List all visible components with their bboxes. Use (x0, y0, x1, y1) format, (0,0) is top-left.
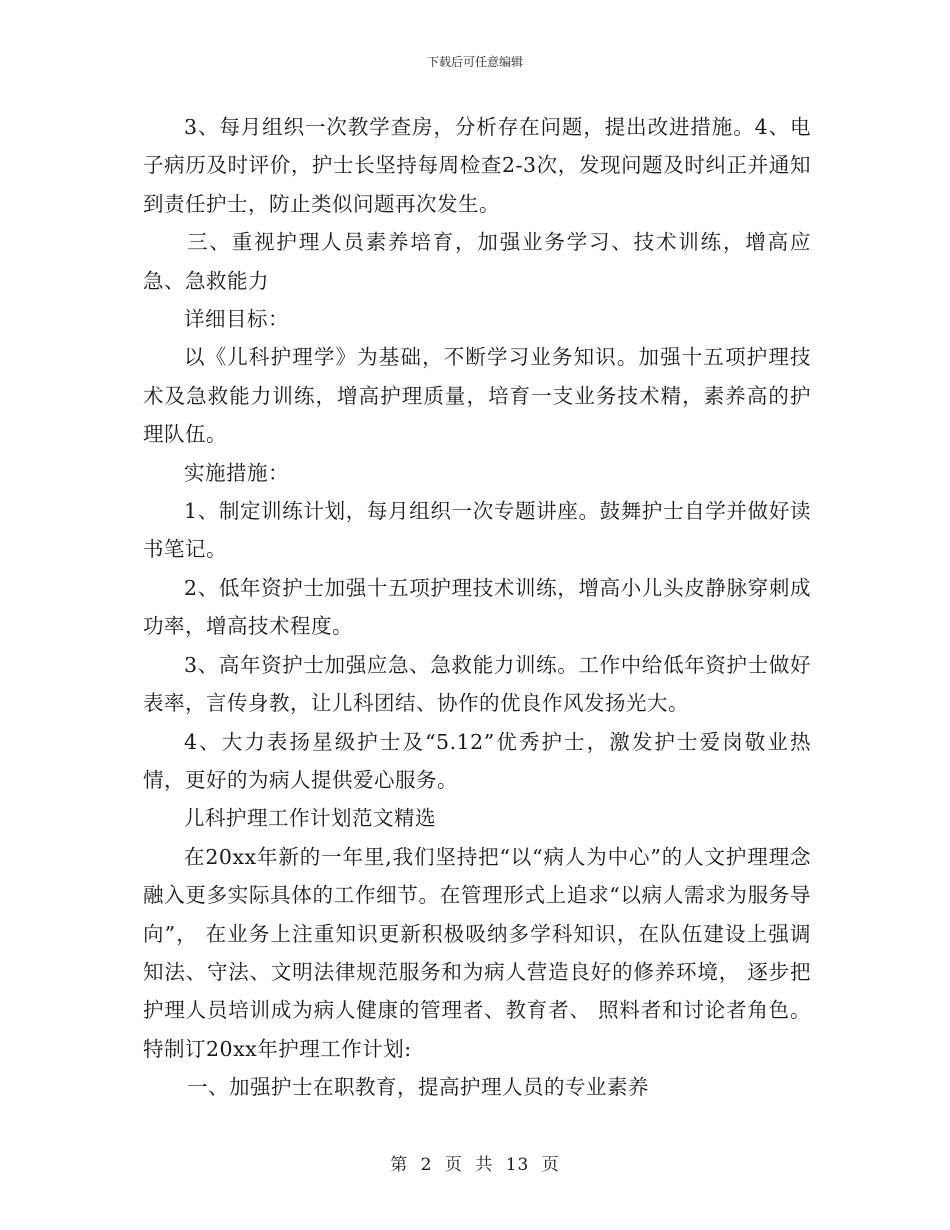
section-heading-one: 一、加强护士在职教育，提高护理人员的专业素养 (187, 1075, 650, 1100)
paragraph-teaching-rounds: 3、每月组织一次教学查房，分析存在问题，提出改进措施。4、电子病历及时评价，护士长坚持每周检查2-3次，发现问题及时纠正并通知到责任护士，防止类似问题再次发生。 (143, 115, 811, 216)
paragraph-measure-2: 2、低年资护士加强十五项护理技术训练，增高小儿头皮静脉穿刺成功率，增高技术程度。 (143, 575, 811, 639)
label-specific-goals: 详细目标： (184, 307, 289, 332)
section-heading-three: 三、重视护理人员素养培育，加强业务学习、技术训练，增高应急、急救能力 (143, 230, 811, 293)
paragraph-measure-1: 1、制定训练计划，每月组织一次专题讲座。鼓舞护士自学并做好读书笔记。 (143, 499, 811, 562)
paragraph-annual-plan: 在20xx年新的一年里,我们坚持把“以“病人为中心”的人文护理理念融入更多实际具体的工作细节。在管理形式上追求“以病人需求为服务导向”， 在业务上注重知识更新积极吸纳多学科知识，在队伍建设上强调知法、守法、文明法律规范服务和为病人营造良好的修养环境， 逐步把护理人员培训成为病人健康的管理者、教育者、 照料者和讨论者角色。特制订20xx年护理工作计划: (143, 844, 811, 1061)
paragraph-goals: 以《儿科护理学》为基础，不断学习业务知识。加强十五项护理技术及急救能力训练，增高护理质量，培育一支业务技术精，素养高的护理队伍。 (143, 345, 811, 447)
page-header-note: 下载后可任意编辑 (426, 55, 523, 69)
document-body (143, 108, 811, 1107)
section-title-sample: 儿科护理工作计划范文精选 (184, 806, 436, 831)
label-implementation: 实施措施： (184, 460, 289, 485)
paragraph-measure-4: 4、大力表扬星级护士及“5.12”优秀护士，激发护士爱岗敬业热情，更好的为病人提供爱心服务。 (143, 729, 811, 792)
page-number: 第 2 页 共 13 页 (390, 1155, 560, 1175)
paragraph-measure-3: 3、高年资护士加强应急、急救能力训练。工作中给低年资护士做好表率，言传身教，让儿科团结、协作的优良作风发扬光大。 (143, 652, 811, 716)
